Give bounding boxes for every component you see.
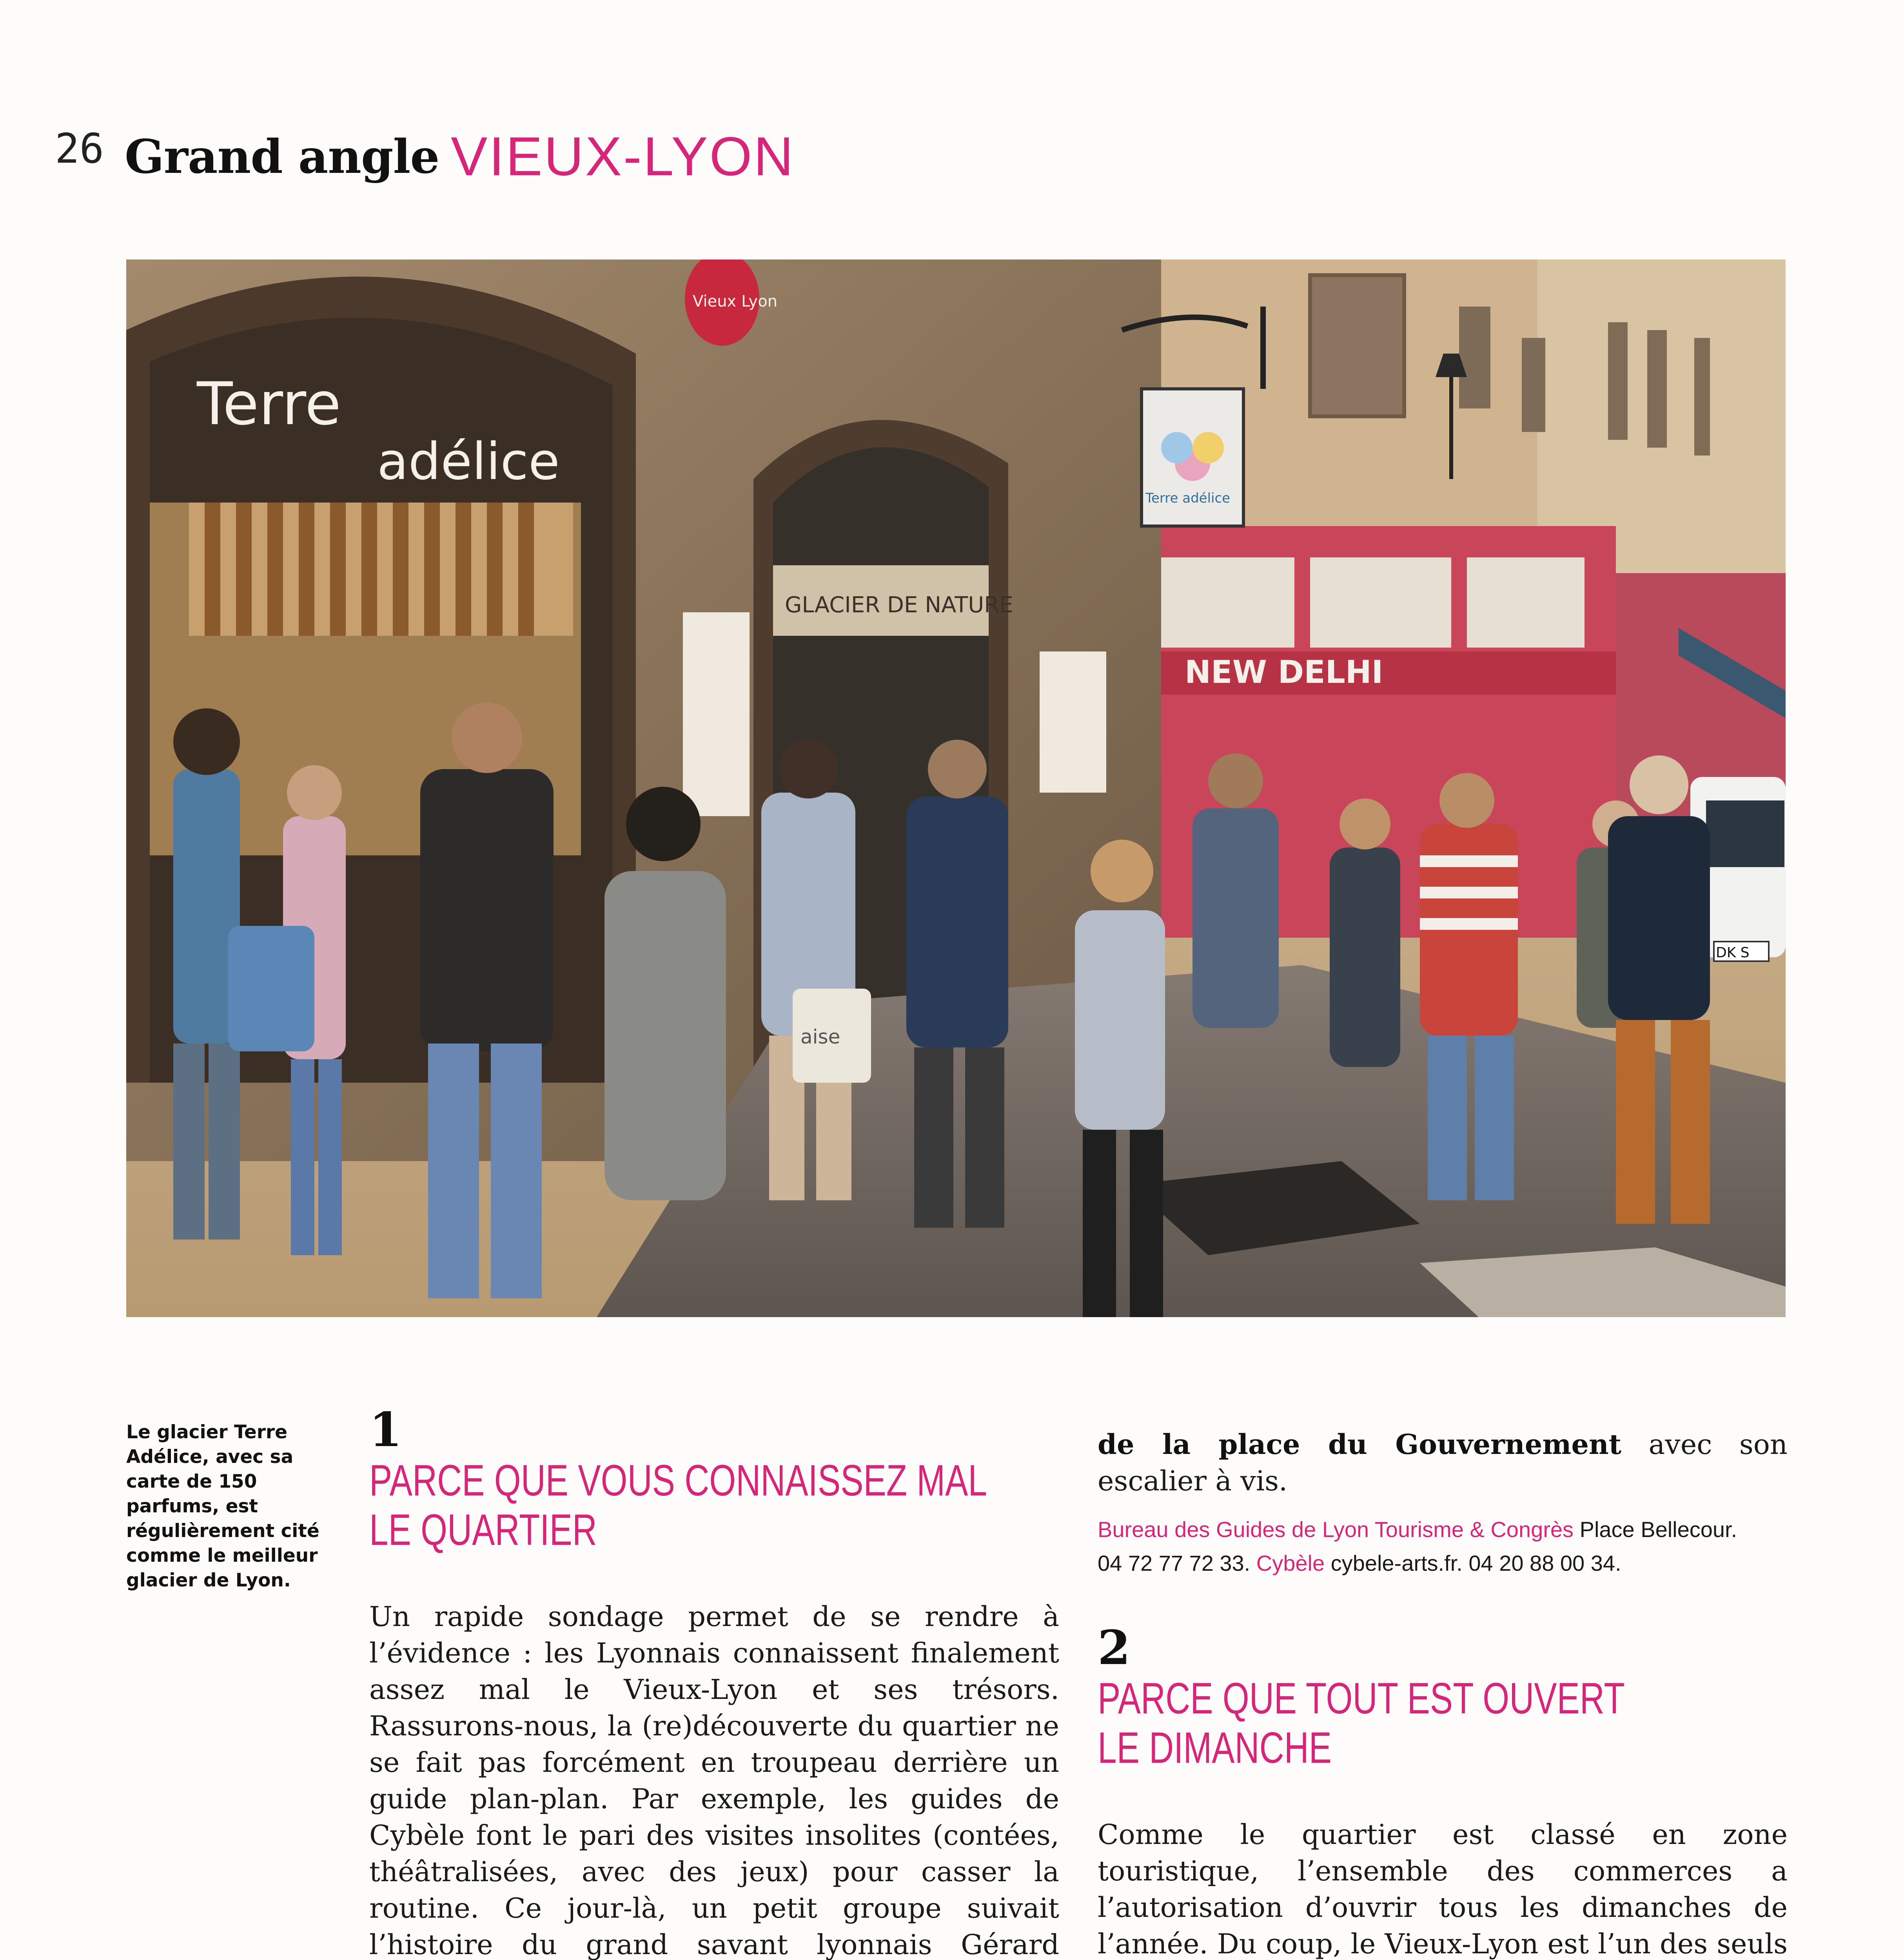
section-2-number: 2 [1098,1620,1131,1675]
section-subtitle: VIEUX-LYON [451,125,795,187]
page-number: 26 [55,125,104,172]
section-1-title-line1: PARCE QUE VOUS CONNAISSEZ MAL [369,1456,987,1505]
shop-sign-lower: adélice [377,432,560,491]
text-run: avec son escalier à vis. [1098,1428,1788,1497]
text-run: Un rapide sondage permet de se rendre à l’évidence : les Lyonnais connaissent finalement assez mal le Vieux-Lyon et ses trésors. Rassurons-nous, la (re)découverte du quartier ne se fait pas forcément en troupeau derrière un guide plan-plan. Par exemple, les guides de Cybèle font le pari des visites insolites (contées, théâtralisées, avec des jeux) pour casser la routine. Ce jour-là, un petit groupe suivait l’histoire du grand savant lyonnais Gérard [369,1601,1059,1960]
practical-info [1098,1513,1788,1580]
section-1-paragraph-2-continued [1098,1426,1788,1499]
article-column-2 [1098,1426,1788,1960]
info-org-name: Cybèle [1256,1551,1325,1575]
section-2-paragraph [1098,1817,1788,1960]
shop-sign-upper: Terre [197,370,341,438]
hero-photo [126,260,1786,1317]
awning-text: GLACIER DE NATURE [785,592,1013,618]
section-1-number: 1 [369,1402,402,1457]
section-1-paragraph-1 [369,1599,1059,1960]
info-org-name: Bureau des Guides de Lyon Tourisme & Congrès [1098,1517,1574,1542]
text-run: Comme le quartier est classé en zone touristique, l’ensemble des commerces a l’autorisation d’ouvrir tous les dimanches de l’année. Du coup, le Vieux-Lyon est l’un des seuls [1098,1818,1788,1960]
oval-sign: Vieux Lyon [693,292,778,310]
section-2-heading [1098,1620,1788,1773]
street-scene-illustration [126,260,1786,1317]
restaurant-sign: NEW DELHI [1185,654,1383,690]
section-1-heading [369,1402,1059,1555]
bag-text: aise [800,1025,840,1048]
info-contact: cybele-arts.fr. 04 20 88 00 34. [1325,1551,1621,1575]
section-label: Grand angle [125,129,439,184]
info-phone: 04 72 77 72 33. [1098,1551,1256,1575]
section-1-title-line2: LE QUARTIER [369,1505,597,1554]
info-address: Place Bellecour. [1574,1517,1737,1542]
hanging-sign: Terre adélice [1145,490,1231,506]
license-plate: DK S [1716,945,1750,961]
section-2-title-line2: LE DIMANCHE [1098,1723,1332,1772]
photo-caption: Le glacier Terre Adélice, avec sa carte de 150 parfums, est régulièrement cité comme le meilleur glacier de Lyon. [126,1421,319,1591]
section-2-title-line1: PARCE QUE TOUT EST OUVERT [1098,1674,1625,1723]
bold-place-name: de la place du Gouvernement [1098,1428,1622,1461]
article-column-1 [369,1402,1059,1960]
